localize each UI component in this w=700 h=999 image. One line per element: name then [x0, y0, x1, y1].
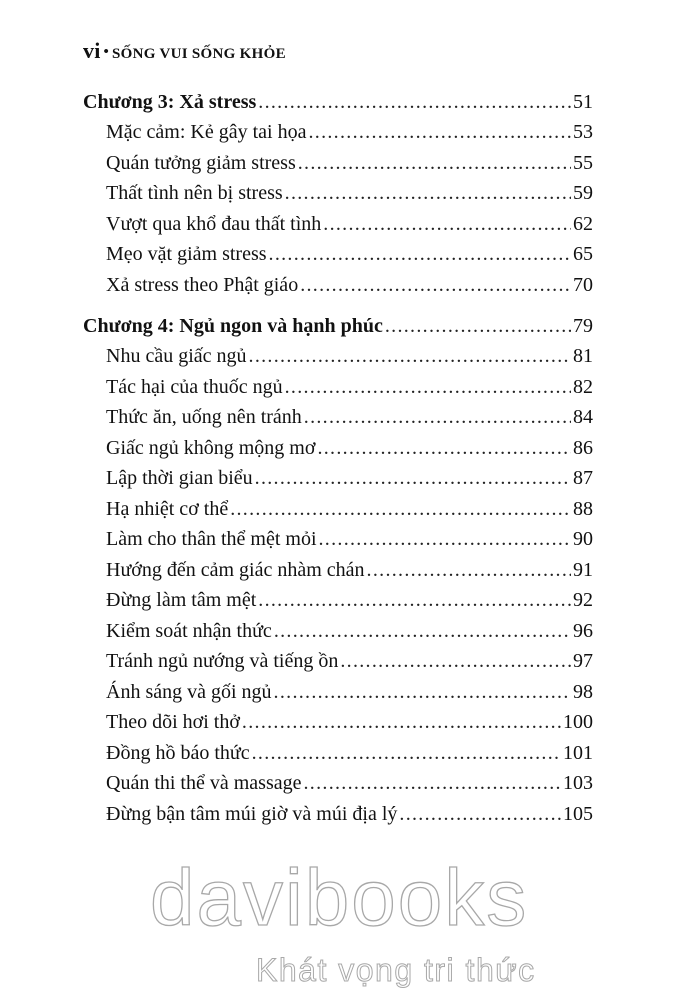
dot-leader [255, 465, 571, 491]
toc-entry[interactable] [106, 709, 593, 735]
toc-page-number: 88 [573, 498, 593, 520]
toc-entry-title: Lập thời gian biểu [106, 467, 253, 489]
toc-page-number: 103 [563, 772, 593, 794]
dot-leader [269, 241, 571, 267]
watermark-logo: davibooks [150, 853, 529, 942]
toc-page-number: 79 [573, 315, 593, 337]
toc-entry-title: Mặc cảm: Kẻ gây tai họa [106, 121, 307, 143]
toc-entry[interactable] [106, 526, 593, 552]
toc-page-number: 65 [573, 243, 593, 265]
toc-entry-title: Ánh sáng và gối ngủ [106, 681, 272, 703]
toc-page-number: 92 [573, 589, 593, 611]
toc-entry[interactable] [106, 740, 593, 766]
dot-leader [367, 557, 571, 583]
toc-entry[interactable] [106, 618, 593, 644]
toc-chapter-title: Chương 3: Xả stress [83, 91, 257, 113]
toc-page-number: 105 [563, 803, 593, 825]
toc-page-number: 98 [573, 681, 593, 703]
toc-entry-title: Tác hại của thuốc ngủ [106, 376, 283, 398]
toc-entry[interactable] [106, 770, 593, 796]
page-number: vi [83, 38, 101, 63]
toc-entry-title: Xả stress theo Phật giáo [106, 274, 299, 296]
toc-page-number: 97 [573, 650, 593, 672]
dot-leader [242, 709, 561, 735]
dot-leader [285, 180, 571, 206]
toc-entry[interactable] [106, 648, 593, 674]
toc-entry[interactable] [106, 465, 593, 491]
toc-entry-title: Hạ nhiệt cơ thể [106, 498, 229, 520]
toc-entry[interactable] [106, 241, 593, 267]
dot-leader [385, 313, 571, 339]
dot-leader [317, 435, 571, 461]
dot-leader [319, 526, 572, 552]
toc-page-number: 96 [573, 620, 593, 642]
dot-leader [304, 770, 562, 796]
toc-entry-title: Thức ăn, uống nên tránh [106, 406, 302, 428]
dot-leader [252, 740, 561, 766]
dot-leader [300, 272, 571, 298]
toc-page-number: 87 [573, 467, 593, 489]
toc-page-number: 91 [573, 559, 593, 581]
dot-leader [285, 374, 571, 400]
toc-entry-title: Đồng hồ báo thức [106, 742, 250, 764]
toc-entry-title: Theo dõi hơi thở [106, 711, 240, 733]
toc-entry[interactable] [106, 496, 593, 522]
dot-leader [258, 89, 571, 115]
dot-leader [298, 150, 571, 176]
toc-entry-title: Mẹo vặt giảm stress [106, 243, 267, 265]
dot-leader [340, 648, 571, 674]
toc-page-number: 100 [563, 711, 593, 733]
toc-entry-title: Nhu cầu giấc ngủ [106, 345, 247, 367]
toc-page-number: 90 [573, 528, 593, 550]
toc-entry[interactable] [106, 801, 593, 827]
toc-chapter-4[interactable] [83, 313, 593, 339]
toc-page-number: 59 [573, 182, 593, 204]
toc-entry[interactable] [106, 180, 593, 206]
dot-leader [258, 587, 571, 613]
toc-page-number: 82 [573, 376, 593, 398]
toc-page-number: 81 [573, 345, 593, 367]
dot-leader [399, 801, 561, 827]
toc-entry[interactable] [106, 557, 593, 583]
toc-page-number: 55 [573, 152, 593, 174]
toc-entry[interactable] [106, 119, 593, 145]
toc-entry[interactable] [106, 435, 593, 461]
dot-leader [249, 343, 571, 369]
toc-page-number: 86 [573, 437, 593, 459]
toc-chapter-title: Chương 4: Ngủ ngon và hạnh phúc [83, 315, 383, 337]
dot-leader [323, 211, 571, 237]
toc-page-number: 101 [563, 742, 593, 764]
toc-entry[interactable] [106, 374, 593, 400]
toc-entry-title: Làm cho thân thể mệt mỏi [106, 528, 317, 550]
toc-entry[interactable] [106, 587, 593, 613]
toc-entry-title: Đừng bận tâm múi giờ và múi địa lý [106, 803, 398, 825]
running-head-title: SỐNG VUI SỐNG KHỎE [111, 46, 286, 62]
toc-entry-title: Hướng đến cảm giác nhàm chán [106, 559, 365, 581]
toc-entry[interactable] [106, 343, 593, 369]
toc-entry-title: Đừng làm tâm mệt [106, 589, 257, 611]
toc-entry-title: Thất tình nên bị stress [106, 182, 283, 204]
toc-entry[interactable] [106, 211, 593, 237]
dot-leader [230, 496, 571, 522]
toc-entry-title: Quán thi thể và massage [106, 772, 302, 794]
toc-entry-title: Giấc ngủ không mộng mơ [106, 437, 316, 459]
page-header [83, 38, 286, 64]
toc-page-number: 51 [573, 91, 593, 113]
watermark-slogan: Khát vọng tri thức [256, 952, 536, 988]
dot-leader [304, 404, 571, 430]
toc-page-number: 70 [573, 274, 593, 296]
toc-entry[interactable] [106, 404, 593, 430]
toc-page-number: 62 [573, 213, 593, 235]
toc-entry[interactable] [106, 679, 593, 705]
toc-entry-title: Quán tưởng giảm stress [106, 152, 296, 174]
toc-entry-title: Tránh ngủ nướng và tiếng ồn [106, 650, 339, 672]
dot-leader [308, 119, 571, 145]
toc-entry-title: Vượt qua khổ đau thất tình [106, 213, 322, 235]
toc-entry[interactable] [106, 272, 593, 298]
toc-chapter-3[interactable] [83, 89, 593, 115]
toc-entry[interactable] [106, 150, 593, 176]
toc-entry-title: Kiểm soát nhận thức [106, 620, 272, 642]
dot-leader [274, 679, 571, 705]
toc-page-number: 53 [573, 121, 593, 143]
toc-page-number: 84 [573, 406, 593, 428]
header-separator: • [103, 44, 109, 60]
dot-leader [274, 618, 571, 644]
